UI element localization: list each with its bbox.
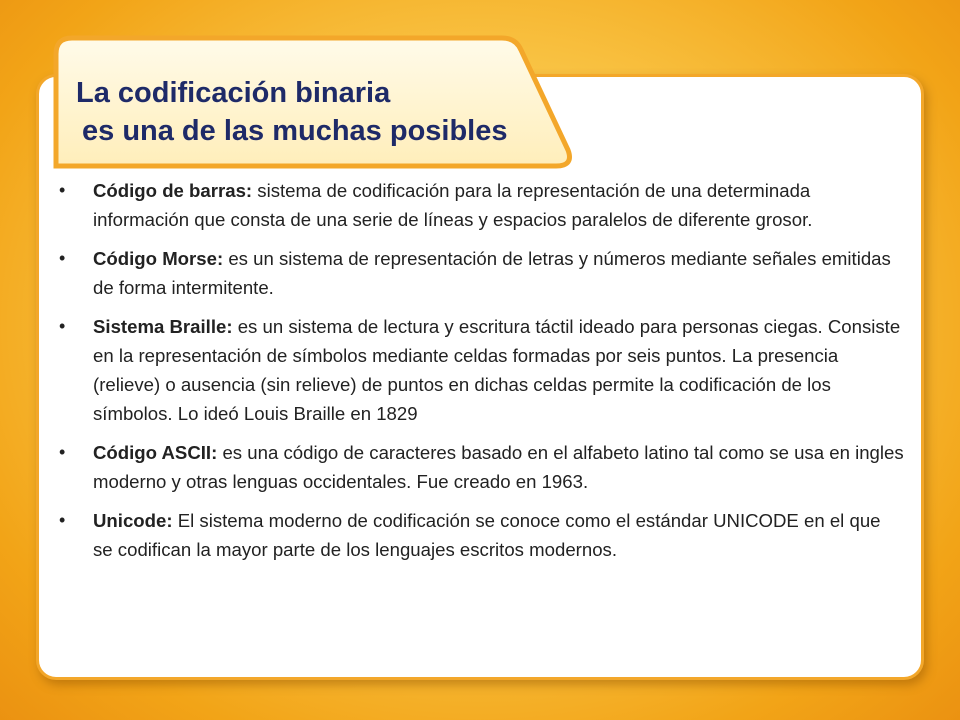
bullet-term: Unicode: xyxy=(93,510,173,531)
bullet-text: es un sistema de lectura y escritura táctil ideado para personas ciegas. Consiste en la representación de símbolos mediante celdas formadas por seis puntos. La presencia (relieve) o ausencia (sin relieve) de puntos en dichas celdas permite la codificación de los símbolos. Lo ideó Louis Braille en 1829 xyxy=(93,316,901,424)
bullet-term: Código ASCII: xyxy=(93,442,218,463)
bullet-item-barcode xyxy=(56,176,904,234)
title-line-2: es una de las muchas posibles xyxy=(82,115,508,147)
bullet-text: es una código de caracteres basado en el alfabeto latino tal como se usa en ingles moderno y otras lenguas occidentales. Fue creado en 1963. xyxy=(93,442,904,492)
bullet-dot-icon: • xyxy=(59,180,66,200)
bullet-term: Sistema Braille: xyxy=(93,316,233,337)
title-tab xyxy=(50,32,580,172)
bullet-dot-icon: • xyxy=(59,316,66,336)
bullet-item-morse xyxy=(56,244,904,302)
bullet-dot-icon: • xyxy=(59,442,66,462)
bullet-dot-icon: • xyxy=(59,248,66,268)
bullet-text: es un sistema de representación de letras y números mediante señales emitidas de forma intermitente. xyxy=(93,248,891,298)
bullet-text: sistema de codificación para la representación de una determinada información que consta de una serie de líneas y espacios paralelos de diferente grosor. xyxy=(93,180,813,230)
bullet-term: Código de barras: xyxy=(93,180,253,201)
title-line-1: La codificación binaria xyxy=(76,77,391,109)
bullet-term: Código Morse: xyxy=(93,248,224,269)
bullet-item-braille xyxy=(56,312,904,428)
bullet-item-ascii xyxy=(56,438,904,496)
bullet-dot-icon: • xyxy=(59,510,66,530)
bullet-list xyxy=(56,176,904,574)
bullet-text: El sistema moderno de codificación se conoce como el estándar UNICODE en el que se codifican la mayor parte de los lenguajes escritos modernos. xyxy=(93,510,881,560)
bullet-item-unicode xyxy=(56,506,904,564)
slide-title xyxy=(76,74,508,150)
